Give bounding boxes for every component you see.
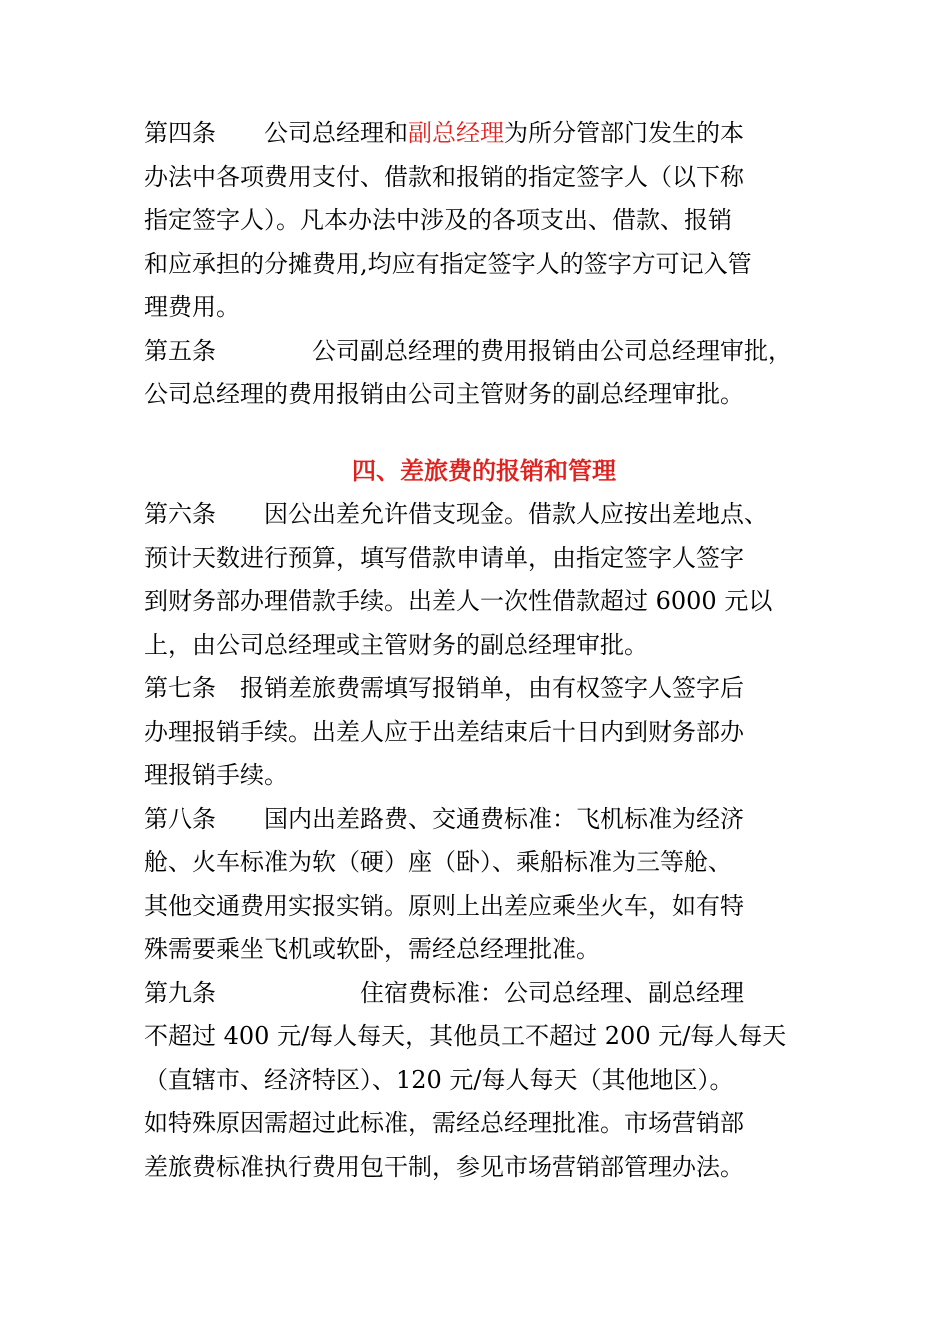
article-4-text-pre: 公司总经理和 [264, 119, 408, 147]
article-8 [144, 798, 824, 972]
article-4-text-post: 为所分管部门发生的本 [504, 119, 744, 147]
article-9-line-2: 不超过 400 元/每人每天，其他员工不超过 200 元/每人每天 [144, 1022, 787, 1050]
article-5-line-1 [144, 330, 824, 374]
article-8-text: 国内出差路费、交通费标准：飞机标准为经济 [264, 804, 744, 833]
article-9-line-4: 如特殊原因需超过此标准，需经总经理批准。市场营销部 [144, 1109, 744, 1137]
article-7-line-2: 办理报销手续。出差人应于出差结束后十日内到财务部办 [144, 717, 744, 746]
article-4-label: 第四条 [144, 119, 216, 147]
section-heading: 四、差旅费的报销和管理 [352, 456, 616, 485]
article-9-label: 第九条 [144, 978, 216, 1007]
article-5-line-2: 公司总经理的费用报销由公司主管财务的副总经理审批。 [144, 380, 744, 408]
article-7-line-3: 理报销手续。 [144, 761, 288, 789]
article-7-label: 第七条 [144, 674, 216, 702]
article-8-line-1 [144, 798, 824, 842]
article-4-highlight: 副总经理 [408, 119, 504, 147]
article-7-gap [216, 674, 240, 702]
article-6 [144, 493, 824, 667]
article-4-line-4: 和应承担的分摊费用,均应有指定签字人的签字方可记入管 [144, 249, 752, 278]
document-page [144, 112, 824, 1189]
article-8-line-2: 舱、火车标准为软（硬）座（卧）、乘船标准为三等舱、 [144, 848, 732, 876]
article-9-line-5: 差旅费标准执行费用包干制，参见市场营销部管理办法。 [144, 1152, 744, 1181]
article-7-text: 报销差旅费需填写报销单，由有权签字人签字后 [240, 674, 744, 702]
article-5-text: 公司副总经理的费用报销由公司总经理审批， [312, 336, 792, 365]
article-6-label: 第六条 [144, 500, 216, 528]
article-6-gap [216, 500, 264, 528]
article-6-line-1 [144, 493, 824, 537]
article-6-line-2: 预计天数进行预算，填写借款申请单，由指定签字人签字 [144, 543, 744, 572]
article-8-label: 第八条 [144, 804, 216, 833]
article-5 [144, 330, 824, 417]
article-7-line-1 [144, 667, 824, 711]
article-5-label: 第五条 [144, 336, 216, 365]
article-9-gap [216, 979, 360, 1007]
article-8-line-4: 殊需要乘坐飞机或软卧，需经总经理批准。 [144, 935, 600, 963]
article-5-gap [216, 337, 312, 365]
article-7 [144, 667, 824, 798]
article-9-line-3: （直辖市、经济特区）、120 元/每人每天（其他地区）。 [144, 1065, 734, 1094]
article-9-line-1 [144, 972, 824, 1016]
article-9 [144, 972, 824, 1190]
article-6-line-4: 上，由公司总经理或主管财务的副总经理审批。 [144, 630, 648, 659]
article-9-text: 住宿费标准：公司总经理、副总经理 [360, 978, 744, 1007]
article-4-gap [216, 119, 264, 147]
article-4-line-1 [144, 112, 824, 156]
article-8-line-3: 其他交通费用实报实销。原则上出差应乘坐火车，如有特 [144, 891, 744, 920]
article-4-line-2: 办法中各项费用支付、借款和报销的指定签字人（以下称 [144, 162, 744, 191]
article-4 [144, 112, 824, 330]
article-6-text: 因公出差允许借支现金。借款人应按出差地点、 [264, 500, 768, 528]
article-4-line-5: 理费用。 [144, 293, 240, 321]
article-6-line-3: 到财务部办理借款手续。出差人一次性借款超过 6000 元以 [144, 587, 773, 615]
article-8-gap [216, 805, 264, 833]
article-4-line-3: 指定签字人）。凡本办法中涉及的各项支出、借款、报销 [144, 206, 732, 234]
